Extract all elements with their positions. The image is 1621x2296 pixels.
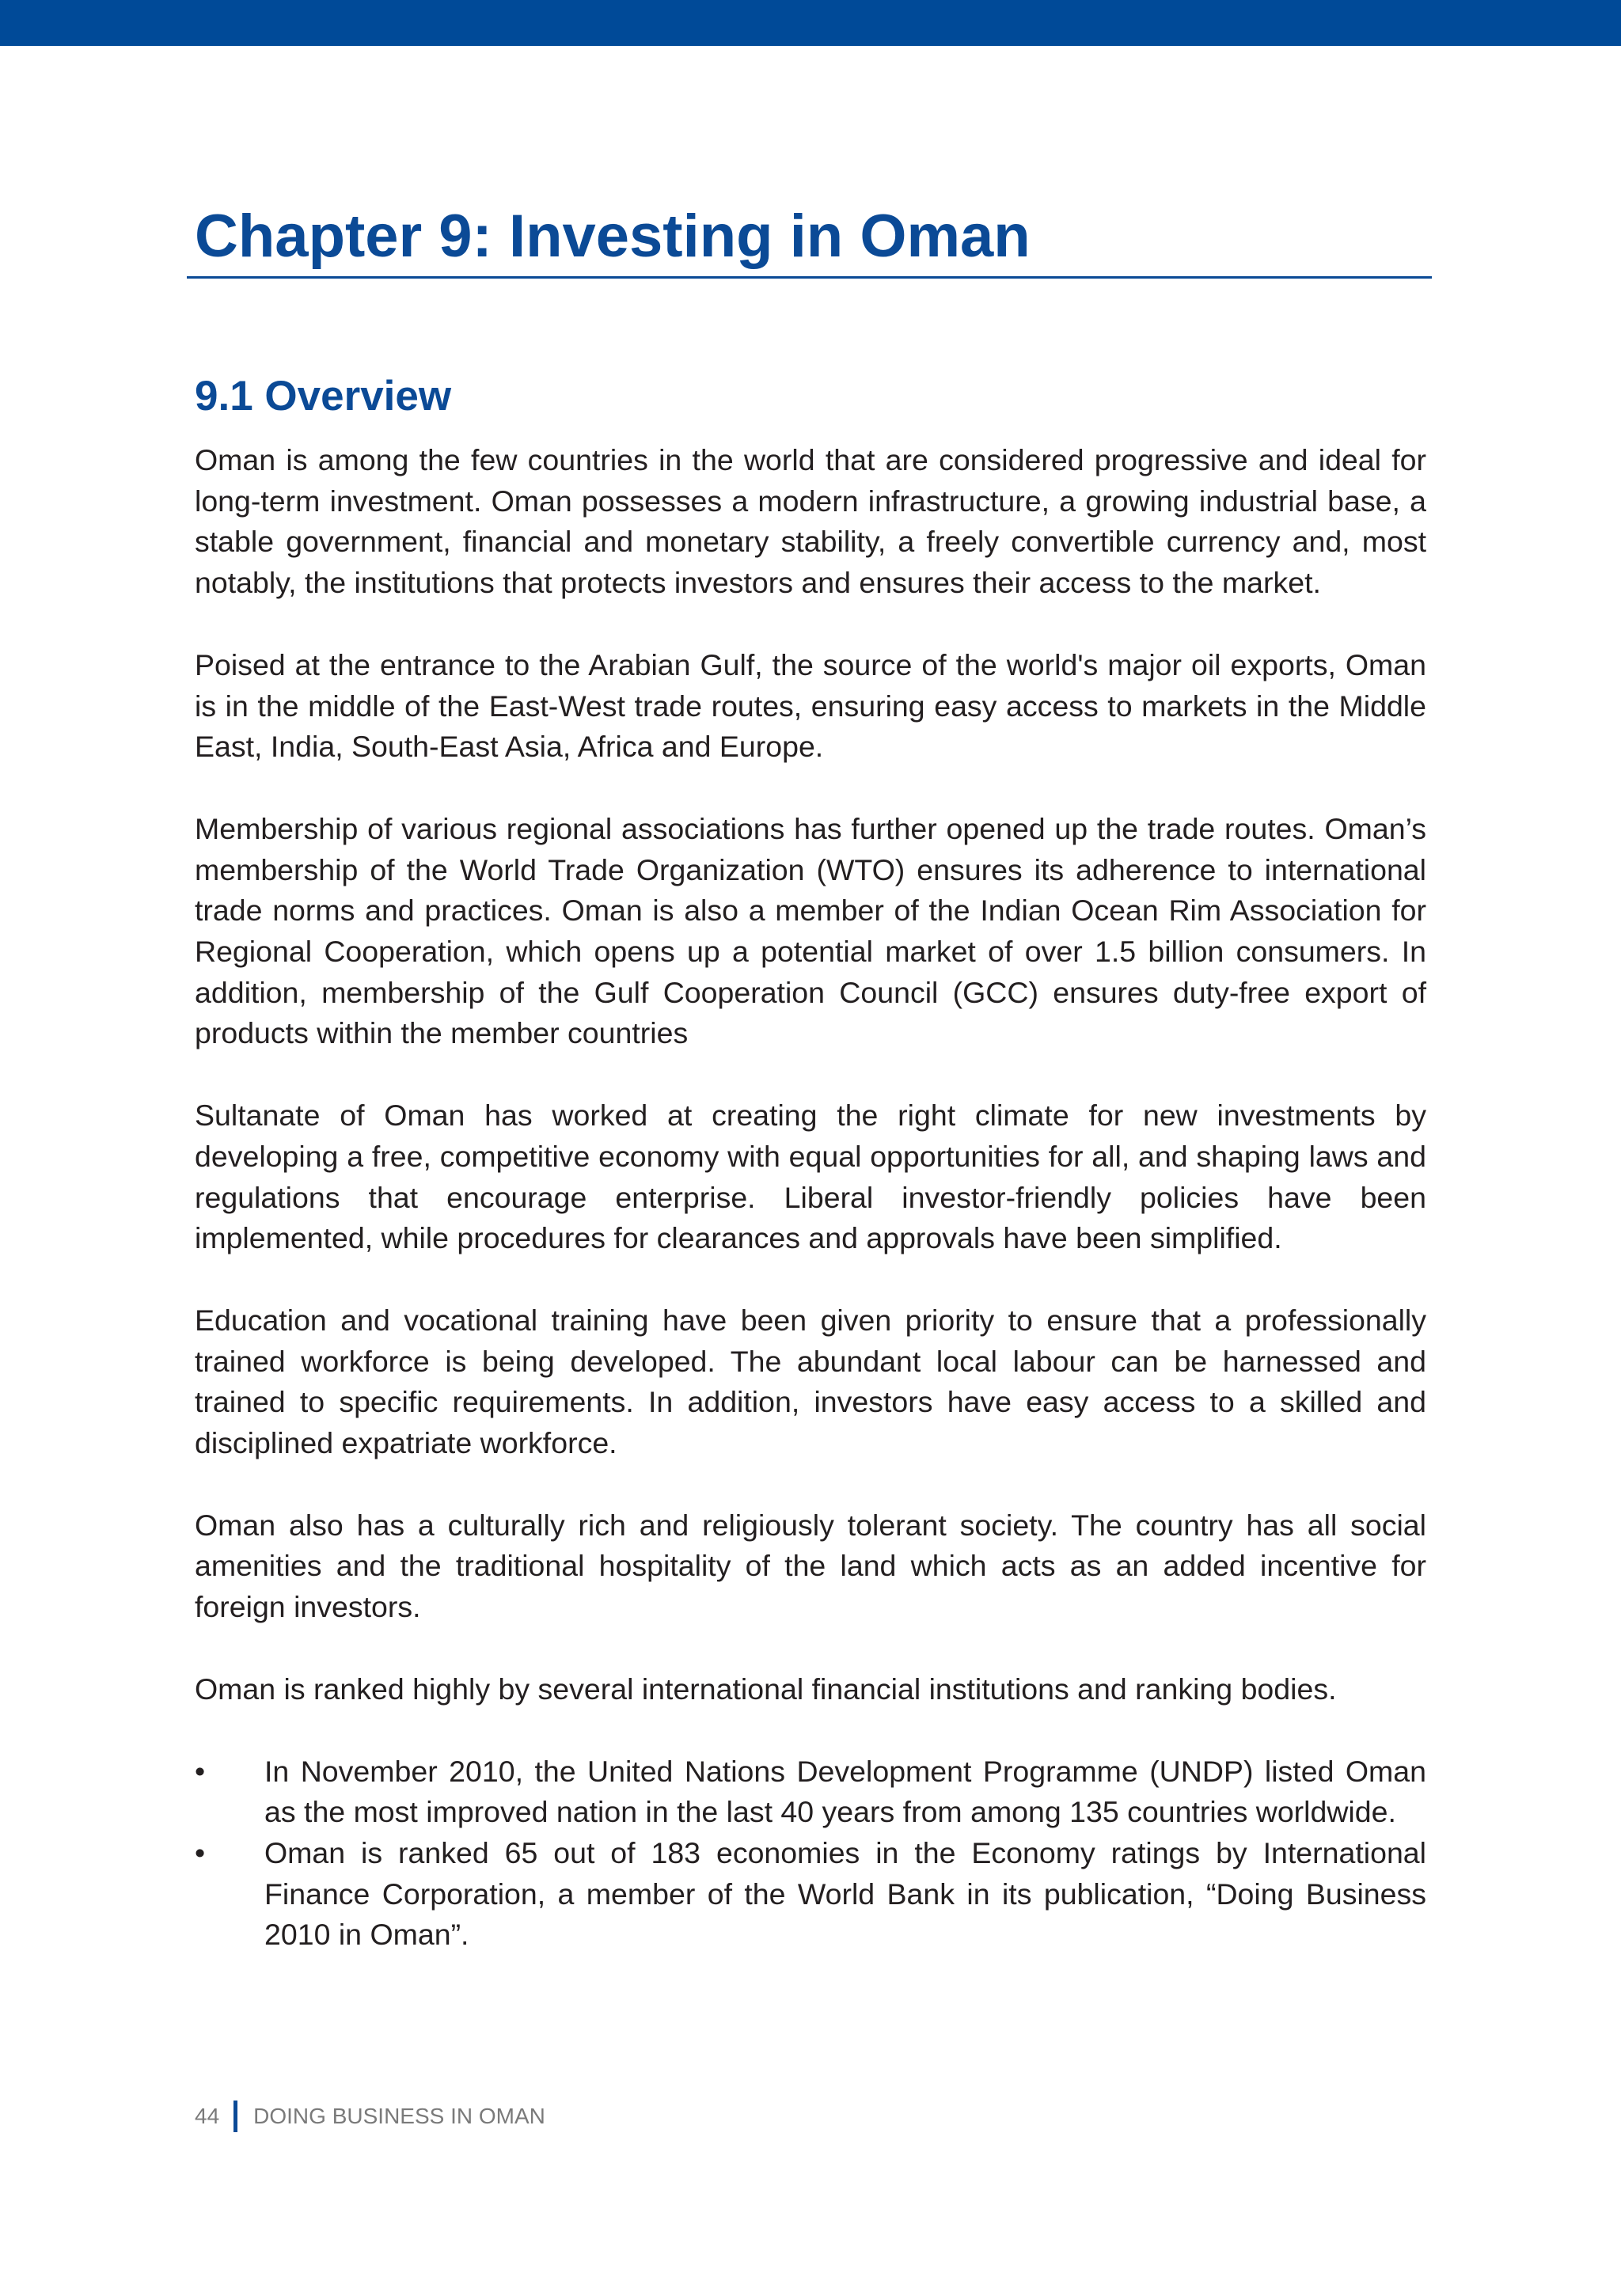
list-item: [195, 1751, 1426, 1833]
page-number: 44: [195, 2104, 220, 2128]
publication-title: DOING BUSINESS IN OMAN: [253, 2104, 545, 2128]
list-item: [195, 1833, 1426, 1956]
chapter-title-underline: [187, 276, 1432, 279]
section-heading: 9.1 Overview: [195, 373, 452, 419]
paragraph-overview: Oman is among the few countries in the world that are considered progressive and ideal for long-term investment. Oman possesses a modern infrastructure, a growing industrial base, a stable government, financial and monetary stability, a freely convertible currency and, most notably, the institutions that protects investors and ensures their access to the market.: [195, 443, 1426, 600]
paragraph-membership: Membership of various regional associations has further opened up the trade routes. Oman’s membership of the World Trade Organization (WTO) ensures its adherence to international trade norms and practices. Oman is also a member of the Indian Ocean Rim Association for Regional Cooperation, which opens up a potential market of over 1.5 billion consumers. In addition, membership of the Gulf Cooperation Council (GCC) ensures duty-free export of products within the member countries: [195, 811, 1426, 1050]
bullet-icon: •: [195, 1754, 206, 1788]
rankings-list: [195, 1751, 1426, 1956]
paragraph-climate: Sultanate of Oman has worked at creating the right climate for new investments by developing a free, competitive economy with equal opportunities for all, and shaping laws and regulations that encourage enterprise. Liberal investor-friendly policies have been implemented, while procedures for clearances and approvals have been simplified.: [195, 1099, 1426, 1255]
list-item-text: Oman is ranked 65 out of 183 economies in the Economy ratings by International Finance Corporation, a member of the World Bank in its publication, “Doing Business 2010 in Oman”.: [264, 1835, 1426, 1952]
bullet-icon: •: [195, 1835, 206, 1869]
footer-divider: [233, 2101, 237, 2132]
paragraph-rankings-intro: Oman is ranked highly by several international financial institutions and ranking bodies.: [195, 1672, 1337, 1706]
paragraph-location: Poised at the entrance to the Arabian Gulf, the source of the world's major oil exports, Oman is in the middle of the East-West trade routes, ensuring easy access to markets in the Middle East, India, South-East Asia, Africa and Europe.: [195, 647, 1426, 764]
top-brand-bar: [0, 0, 1621, 46]
paragraph-society: Oman also has a culturally rich and religiously tolerant society. The country has all social amenities and the traditional hospitality of the land which acts as an added incentive for foreign investors.: [195, 1508, 1426, 1624]
paragraph-education: Education and vocational training have been given priority to ensure that a professionally trained workforce is being developed. The abundant local labour can be harnessed and trained to specific requirements. In addition, investors have easy access to a skilled and disciplined expatriate workforce.: [195, 1303, 1426, 1460]
section-body: [195, 440, 1426, 1956]
list-item-text: In November 2010, the United Nations Development Programme (UNDP) listed Oman as the most improved nation in the last 40 years from among 135 countries worldwide.: [264, 1754, 1426, 1829]
page-footer: [195, 2101, 545, 2132]
chapter-title: Chapter 9: Investing in Oman: [195, 203, 1031, 270]
chapter-header: [195, 199, 1426, 277]
